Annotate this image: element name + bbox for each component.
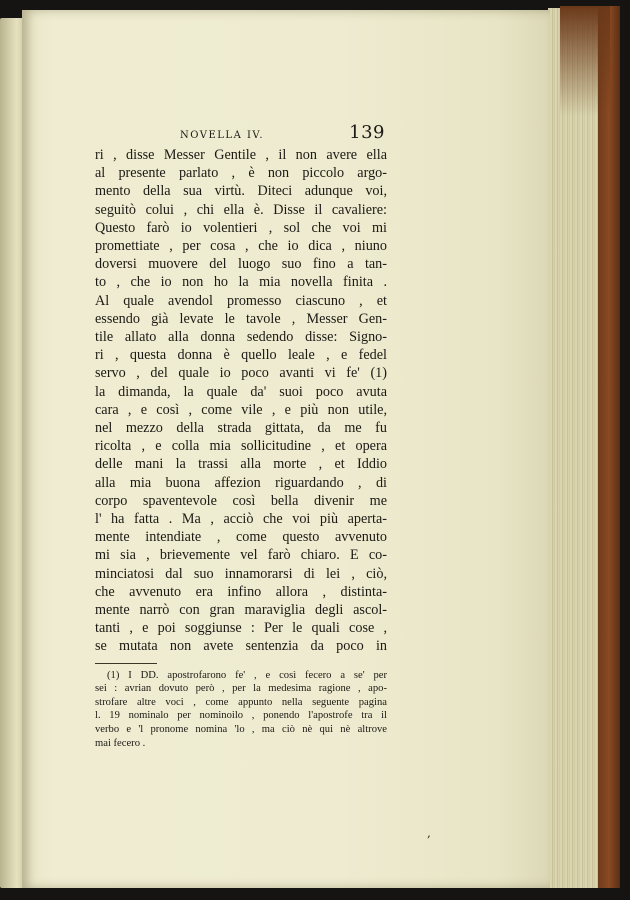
footnote-line: verbo e 'l pronome nomina 'lo , ma ciò nè qui nè altrove [95, 724, 387, 736]
book-cover-edge [598, 6, 620, 888]
text-block [95, 124, 387, 750]
text-line: servo , del quale io poco avanti vi fe' (1) [95, 365, 387, 382]
text-line: Questo farò io volentieri , sol che voi mi [95, 219, 387, 236]
text-line: nel mezzo della strada gittata, da me fu [95, 420, 387, 437]
text-line: alla mia buona affezion riguardando , di [95, 474, 387, 491]
footnote-line: (1) I DD. apostrofarono fe' , e così fecero a se' per [107, 669, 387, 681]
text-line: al presente parlato , è non piccolo argo- [95, 165, 387, 182]
text-line: doversi muovere del luogo suo fino a tan- [95, 256, 387, 273]
footnote-line: l. 19 nominalo per nominoilo , ponendo l'apostrofe tra il [95, 710, 387, 722]
body-text [95, 146, 387, 656]
page-number: 139 [349, 122, 385, 143]
text-line: l' ha fatta . Ma , acciò che voi più aperta- [95, 511, 387, 528]
text-line: to , che io non ho la mia novella finita . [95, 274, 387, 291]
text-line: mente intendiate , come questo avvenuto [95, 529, 387, 546]
footnote [95, 669, 387, 751]
text-line: mento della sua virtù. Diteci adunque voi, [95, 183, 387, 200]
page-speck: , [427, 826, 431, 840]
footnote-line: sei : avrian dovuto però , per la medesima ragione , apo- [95, 683, 387, 695]
text-line: ricolta , e colla mia sollicitudine , et opera [95, 438, 387, 455]
cover-corner [560, 6, 610, 116]
footnote-line: mai fecero . [95, 737, 146, 749]
footnote-line: strofare altre voci , come appunto nella seguente pagina [95, 696, 387, 708]
text-line: ri , disse Messer Gentile , il non avere ella [95, 147, 387, 163]
text-line: Al quale avendol promesso ciascuno , et [95, 292, 387, 309]
text-line: seguitò colui , chi ella è. Disse il cavaliere: [95, 201, 387, 218]
text-line: minciatosi dal suo innamorarsi di lei , ciò, [95, 565, 387, 582]
text-line: corpo spaventevole così bella divenir me [95, 492, 387, 509]
text-line: ri , questa donna è quello leale , e fedel [95, 347, 387, 364]
running-head: NOVELLA IV. [180, 130, 265, 141]
text-line: mente narrò con gran maraviglia degli ascol- [95, 602, 387, 619]
text-line: mi sia , brievemente vel farò chiaro. E co- [95, 547, 387, 564]
text-line: che avvenuto era infino allora , distinta- [95, 583, 387, 600]
facing-page-edge [0, 18, 24, 888]
text-line: se mutata non avete sentenzia da poco in [95, 638, 387, 655]
text-line: delle mani la trassi alla morte , et Iddio [95, 456, 387, 473]
text-line: tanti , e poi soggiunse : Per le quali cose , [95, 620, 387, 637]
text-line: essendo già levate le tavole , Messer Gen- [95, 310, 387, 327]
text-line: cara , e così , come vile , e più non utile, [95, 401, 387, 418]
text-line: tile allato alla donna sedendo disse: Signo- [95, 329, 387, 346]
page-header [95, 124, 387, 146]
text-line: la dimanda, la quale da' suoi poco avuta [95, 383, 387, 400]
footnote-rule [95, 663, 157, 664]
text-line: promettiate , per cosa , che io dica , niuno [95, 238, 387, 255]
